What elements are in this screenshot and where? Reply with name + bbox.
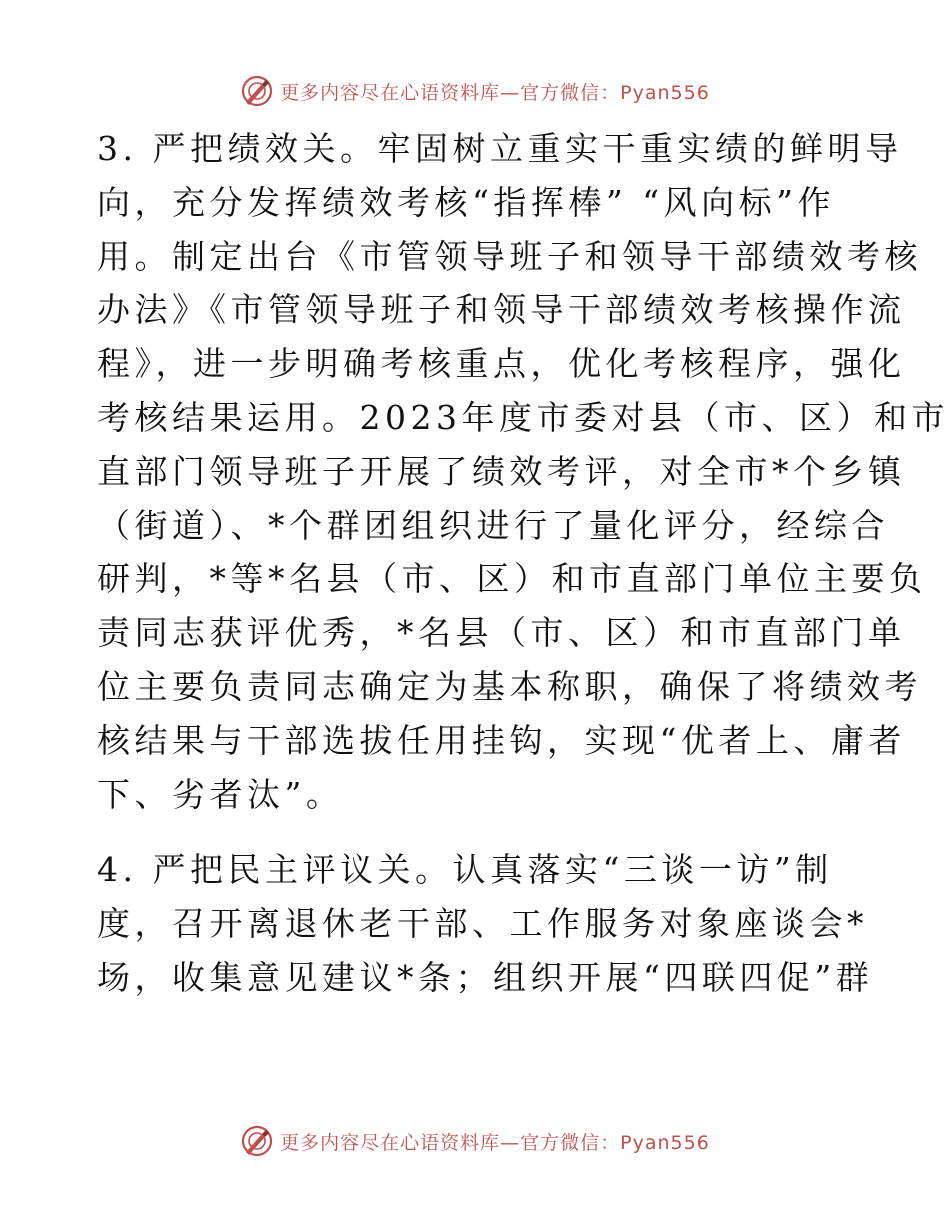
header-banner (0, 71, 950, 111)
text-line: 位主要负责同志确定为基本称职，确保了将绩效考 (97, 666, 922, 706)
footer-separator: — (500, 1131, 521, 1154)
footer-brand-text: 更多内容尽在心语资料库 (280, 1131, 501, 1154)
header-separator: — (500, 81, 521, 104)
text-line: 用。制定出台《市管领导班子和领导干部绩效考核 (97, 236, 922, 276)
text-line: 场，收集意见建议*条；组织开展“四联四促”群 (97, 957, 874, 997)
text-line: 办法》《市管领导班子和领导干部绩效考核操作流 (97, 290, 906, 330)
footer-banner-text (280, 1128, 710, 1155)
text-line: 3. 严把绩效关。牢固树立重实干重实绩的鲜明导 (97, 129, 903, 168)
footer-contact-text: 官方微信：Pyan556 (520, 1131, 710, 1154)
text-line: 责同志获评优秀，*名县（市、区）和市直部门单 (97, 613, 906, 653)
footer-banner (0, 1121, 950, 1161)
text-line: 直部门领导班子开展了绩效考评，对全市*个乡镇 (97, 451, 906, 491)
paragraph-3 (97, 122, 949, 821)
text-line: 考核结果运用。2023年度市委对县（市、区）和市 (97, 397, 949, 437)
text-line: 度，召开离退休老干部、工作服务对象座谈会* (97, 904, 868, 944)
text-line: 程》，进一步明确考核重点，优化考核程序，强化 (97, 344, 906, 384)
pen-logo-icon (240, 1124, 274, 1158)
header-brand-text: 更多内容尽在心语资料库 (280, 81, 501, 104)
document-body (97, 122, 949, 1005)
header-contact-text: 官方微信：Pyan556 (520, 81, 710, 104)
text-line: 向，充分发挥绩效考核“指挥棒” “风向标”作 (97, 182, 835, 222)
header-banner-text (280, 78, 710, 105)
text-line: 核结果与干部选拔任用挂钩，实现“优者上、庸者 (97, 720, 906, 760)
text-line: 下、劣者汰”。 (97, 774, 344, 814)
text-line: （街道）、*个群团组织进行了量化评分，经综合 (97, 505, 889, 545)
pen-logo-icon (240, 74, 274, 108)
text-line: 4. 严把民主评议关。认真落实“三谈一访”制 (97, 850, 833, 890)
paragraph-4 (97, 843, 874, 1004)
text-line: 研判，*等*名县（市、区）和市直部门单位主要负 (97, 559, 927, 599)
